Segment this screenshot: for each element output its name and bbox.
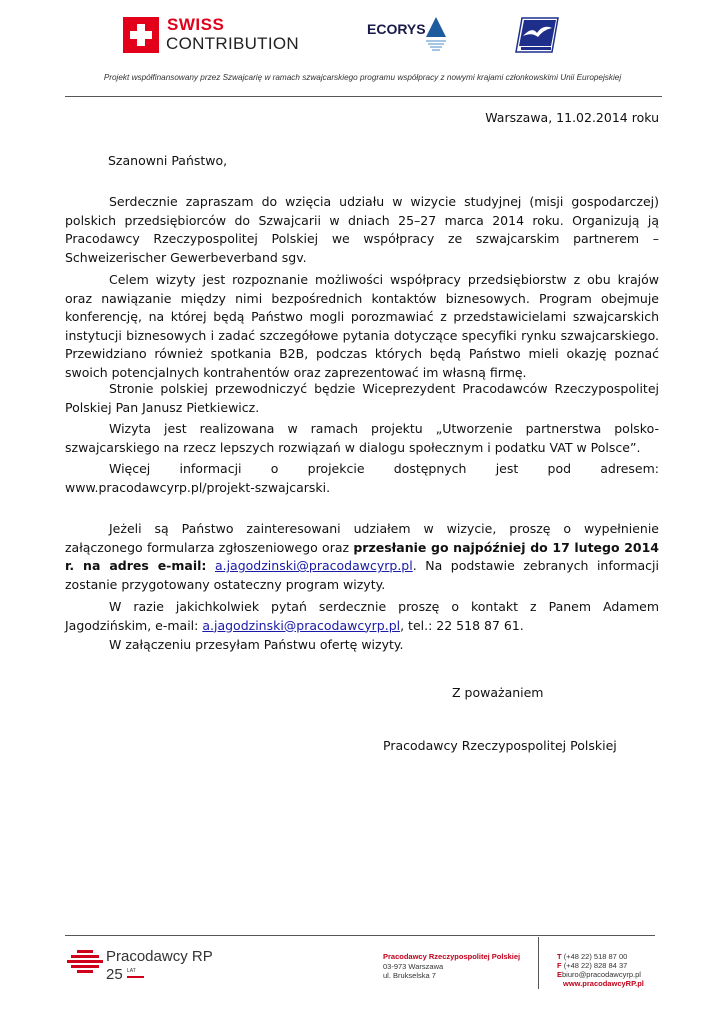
footer-website-link[interactable]: www.pracodawcyRP.pl	[563, 979, 644, 988]
ecorys-triangle-icon	[424, 15, 448, 53]
footer-email-address[interactable]: biuro@pracodawcyrp.pl	[562, 970, 641, 979]
paragraph-project: Wizyta jest realizowana w ramach projektu „Utworzenie partnerstwa polsko-szwajcarskiego na rzecz lepszych rozwiązań w dialogu społecznym i podatku VAT w Polsce”.	[65, 421, 659, 455]
contact-text: W razie jakichkolwiek pytań serdecznie proszę o kontakt z Panem Adamem Jagodzińskim, e-mail:	[65, 599, 659, 633]
paragraph-contact	[65, 598, 659, 635]
salutation: Szanowni Państwo,	[108, 153, 228, 168]
footer-divider	[65, 935, 655, 936]
paragraph-delegation-head: Stronie polskiej przewodniczyć będzie Wiceprezydent Pracodawców Rzeczypospolitej Polskiej Pan Janusz Pietkiewicz.	[65, 381, 659, 415]
registration-text: Jeżeli są Państwo zainteresowani udziałem w wizycie, proszę o wypełnienie załączonego formularza zgłoszeniowego oraz	[65, 521, 659, 555]
signature: Pracodawcy Rzeczypospolitej Polskiej	[383, 738, 617, 753]
footer-column-divider	[538, 937, 539, 989]
footer-org-name: Pracodawcy Rzeczypospolitej Polskiej	[383, 952, 521, 961]
email-label: E	[557, 970, 563, 979]
swiss-logo-text-1: SWISS	[167, 15, 225, 34]
contact-email-link[interactable]: a.jagodzinski@pracodawcyrp.pl	[202, 617, 401, 633]
header-divider	[65, 96, 662, 97]
fax-number: (+48 22) 828 84 37	[563, 961, 628, 970]
ecorys-logo-text: ECORYS	[367, 21, 426, 37]
paragraph-attachment: W załączeniu przesyłam Państwu ofertę wizyty.	[109, 637, 404, 652]
paragraph-more-info: Więcej informacji o projekcie dostępnych jest pod adresem: www.pracodawcyrp.pl/projekt-szwajcarski.	[65, 461, 659, 495]
footer-brand: Pracodawcy RP	[106, 948, 213, 965]
contact-phone: , tel.: 22 518 87 61.	[400, 617, 524, 633]
seagull-emblem-icon	[514, 16, 560, 56]
registration-deadline: przesłanie go najpóźniej do 17 lutego 2014 r. na adres e-mail:	[65, 539, 659, 574]
phone-number: (+48 22) 518 87 00	[563, 952, 628, 961]
cofinancing-tagline: Projekt współfinansowany przez Szwajcarię w ramach szwajcarskiego programu współpracy z nowymi krajami członkowskimi Unii Europejskiej	[103, 73, 622, 82]
footer-phone	[557, 952, 627, 961]
footer-fax	[557, 961, 627, 970]
pracodawcy-rp-logo-icon	[67, 949, 103, 977]
registration-email-link[interactable]: a.jagodzinski@pracodawcyrp.pl	[214, 558, 413, 574]
paragraph-invitation: Serdecznie zapraszam do wzięcia udziału w wizycie studyjnej (misji gospodarczej) polskich przedsiębiorców do Szwajcarii w dniach 25–27 marca 2014 roku. Organizują ją Pracodawcy Rzeczypospolitej Polskiej we współpracy ze szwajcarskim partnerem – Schweizerischer Gewerbeverband sgv.	[65, 194, 659, 265]
letter-date: Warszawa, 11.02.2014 roku	[485, 110, 659, 125]
fax-label: F	[557, 961, 562, 970]
swiss-logo-text-2: CONTRIBUTION	[166, 34, 299, 53]
footer-address-city: 03-973 Warszawa	[383, 962, 444, 971]
footer-anniversary-suffix: LAT	[127, 968, 136, 974]
footer-email	[557, 970, 641, 979]
swiss-contribution-logo-icon	[123, 17, 159, 53]
footer-anniversary: 25	[106, 966, 123, 983]
closing: Z poważaniem	[452, 685, 544, 700]
anniversary-underline	[127, 976, 144, 978]
phone-label: T	[557, 952, 562, 961]
paragraph-purpose: Celem wizyty jest rozpoznanie możliwości współpracy przedsiębiorstw z obu krajów oraz nawiązanie między nimi bezpośrednich kontaktów biznesowych. Program obejmuje konferencję, na której będą Państwo mogli porozmawiać z przedstawicielami szwajcarskich instytucji biznesowych i zadać szczegółowe pytania dotyczące specyfiki rynku szwajcarskiego. Przewidziano również spotkania B2B, podczas których będą Państwo mieli okazję poznać swoich potencjalnych kontrahentów oraz zaprezentować im własną firmę.	[65, 272, 659, 380]
paragraph-registration	[65, 520, 659, 594]
registration-text-end: . Na podstawie zebranych informacji zostanie przygotowany ostateczny program wizyty.	[65, 558, 659, 592]
footer-address-street: ul. Brukselska 7	[383, 971, 436, 980]
